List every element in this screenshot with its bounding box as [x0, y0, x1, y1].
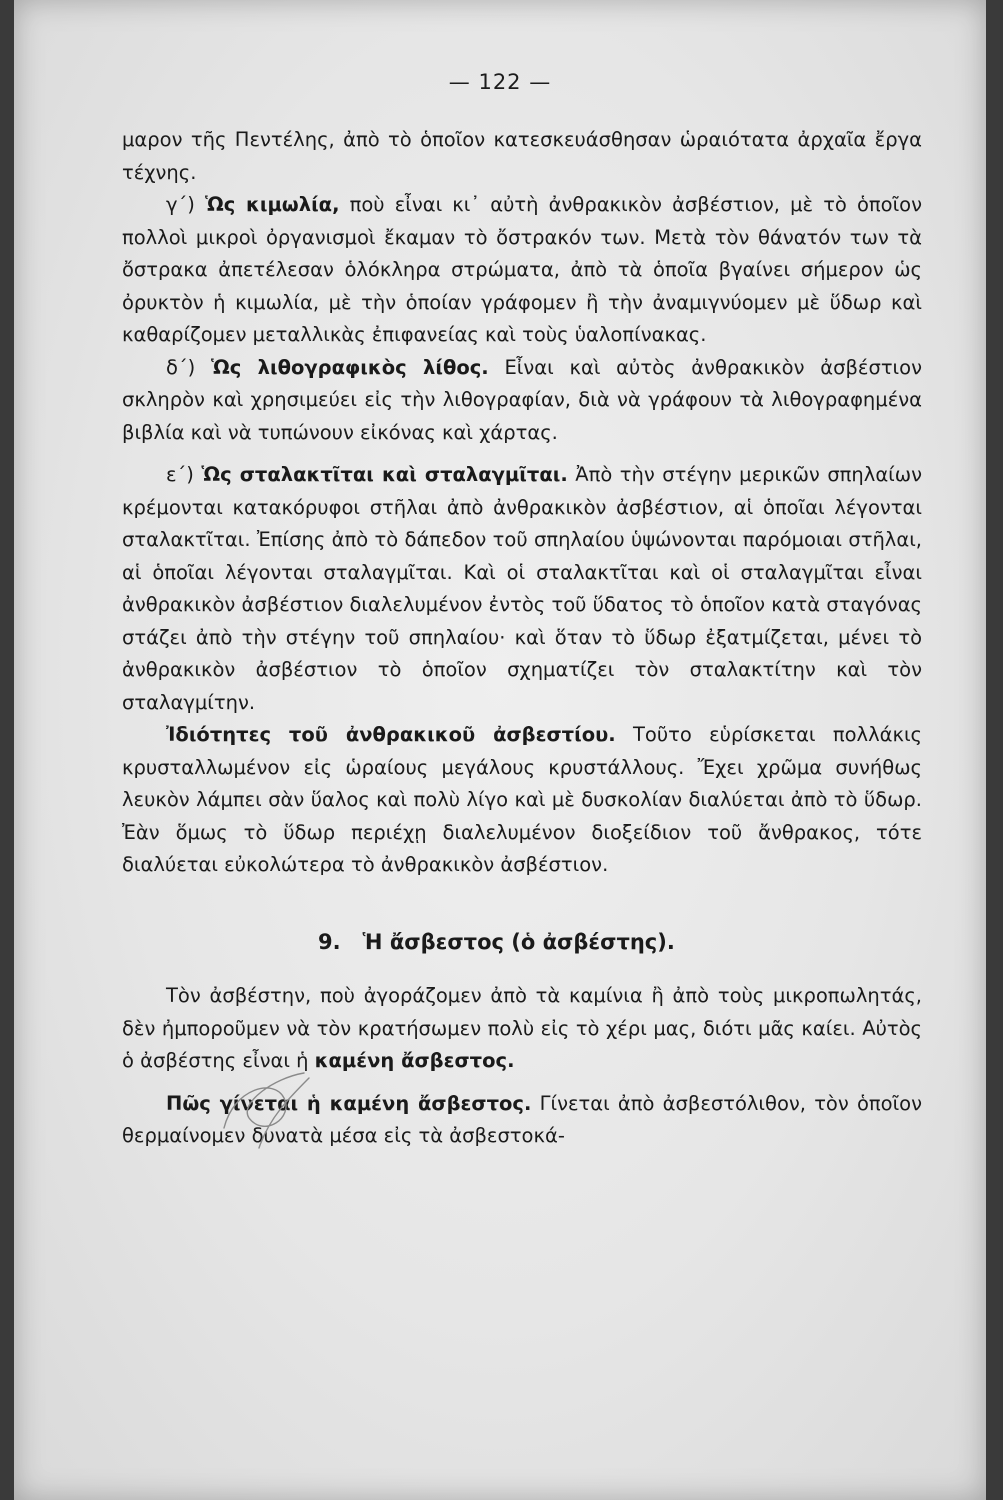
item-heading: Ὡς κιμωλία, [205, 193, 340, 216]
paragraph-body: Τοῦτο εὑρίσκεται πολλάκις κρυσταλλωμένον εἰς ὡραίους μεγάλους κρυστάλλους. Ἔχει χρῶμα συνήθως λευκὸν λάμπει σὰν ὕαλος καὶ πολὺ λίγο καὶ μὲ δυσκολίαν διαλύεται ἀπὸ τὸ ὕδωρ. Ἐὰν ὅμως τὸ ὕδωρ περιέχῃ διαλελυμένον διοξείδιον τοῦ ἄνθρακος, τότε διαλύεται εὐκολώτερα τὸ ἀνθρακικὸν ἀσβέστιον. [122, 723, 923, 876]
page-text [122, 124, 922, 1153]
paragraph-quicklime [122, 980, 922, 1078]
item-heading: Ὡς σταλακτῖται καὶ σταλαγμῖται. [201, 463, 568, 486]
paragraph-body: Τὸν ἀσβέστην, ποὺ ἀγοράζομεν ἀπὸ τὰ καμίνια ἢ ἀπὸ τοὺς μικροπωλητάς, δὲν ἠμποροῦμεν νὰ τὸν κρατήσωμεν πολὺ εἰς τὸ χέρι μας, διότι μᾶς καίει. Αὐτὸς ὁ ἀσβέστης εἶναι ἡ [122, 984, 922, 1072]
paragraph-body: Γίνεται ἀπὸ ἀσβεστόλιθον, τὸν ὁποῖον θερμαίνομεν δυνατὰ μέσα εἰς τὰ ἀσβεστοκά- [122, 1091, 922, 1147]
paragraph-chalk [122, 189, 922, 352]
paragraph-body: ποὺ εἶναι κι᾽ αὐτὴ ἀνθρακικὸν ἀσβέστιον, μὲ τὸ ὁποῖον πολλοὶ μικροὶ ὀργανισμοὶ ἔκαμαν τὸ ὄστρακόν των. Μετὰ τὸν θάνατόν των τὰ ὄστρακα ἀπετέλεσαν ὁλόκληρα στρώματα, ἀπὸ τὰ ὁποῖα βγαίνει σήμερον ὡς ὀρυκτὸν ἡ κιμωλία, μὲ τὴν ὁποίαν γράφομεν ἢ τὴν ἀναμιγνύομεν μὲ ὕδωρ καὶ καθαρίζομεν μεταλλικὰς ἐπιφανείας καὶ τοὺς ὑαλοπίνακας. [122, 193, 923, 346]
emphasis-term: καμένη ἄσβεστος. [314, 1049, 515, 1072]
paragraph-body: Εἶναι καὶ αὐτὸς ἀνθρακικὸν ἀσβέστιον σκληρὸν καὶ χρησιμεύει εἰς τὴν λιθογραφίαν, διὰ νὰ γράφουν τὰ λιθογραφημένα βιβλία καὶ νὰ τυπώνουν εἰκόνας καὶ χάρτας. [122, 355, 922, 444]
paragraph-properties [122, 719, 922, 882]
book-page [14, 0, 986, 1500]
paragraph-lithographic-stone [122, 352, 922, 450]
item-label: γ΄) [166, 193, 206, 216]
paragraph-stalactites [122, 459, 922, 719]
page-number: — 122 — [448, 70, 552, 94]
paragraph-body: μαρον τῆς Πεντέλης, ἀπὸ τὸ ὁποῖον κατεσκευάσθησαν ὡραιότατα ἀρχαῖα ἔργα τέχνης. [122, 128, 922, 184]
section-heading [122, 926, 922, 959]
paragraph-how-made [122, 1088, 922, 1153]
item-label: ε΄) [166, 463, 202, 486]
section-title: Ἡ ἄσβεστος (ὁ ἀσβέστης). [362, 929, 675, 954]
paragraph-body: Ἀπὸ τὴν στέγην μερικῶν σπηλαίων κρέμονται κατακόρυφοι στῆλαι ἀπὸ ἀνθρακικὸν ἀσβέστιον, αἱ ὁποῖαι λέγονται σταλακτῖται. Ἐπίσης ἀπὸ τὸ δάπεδον τοῦ σπηλαίου ὑψώνονται παρόμοιαι στῆλαι, αἱ ὁποῖαι λέγονται σταλαγμῖται. Καὶ οἱ σταλακτῖται καὶ οἱ σταλαγμῖται εἶναι ἀνθρακικὸν ἀσβέστιον διαλελυμένον ἐντὸς τοῦ ὕδατος τὸ ὁποῖον κατὰ σταγόνας στάζει ἀπὸ τὴν στέγην τοῦ σπηλαίου· καὶ ὅταν τὸ ὕδωρ ἐξατμίζεται, μένει τὸ ἀνθρακικὸν ἀσβέστιον τὸ ὁποῖον σχηματίζει τὸν σταλακτίτην καὶ τὸν σταλαγμίτην. [122, 463, 922, 714]
item-heading: Ὡς λιθογραφικὸς λίθος. [211, 355, 489, 379]
item-label: δ΄) [166, 355, 212, 379]
item-heading: Πῶς γίνεται ἡ καμένη ἄσβεστος. [166, 1091, 532, 1115]
item-heading: Ἰδιότητες τοῦ ἀνθρακικοῦ ἀσβεστίου. [166, 723, 616, 746]
paragraph-marble-continuation [122, 124, 922, 189]
section-number: 9. [318, 929, 341, 954]
